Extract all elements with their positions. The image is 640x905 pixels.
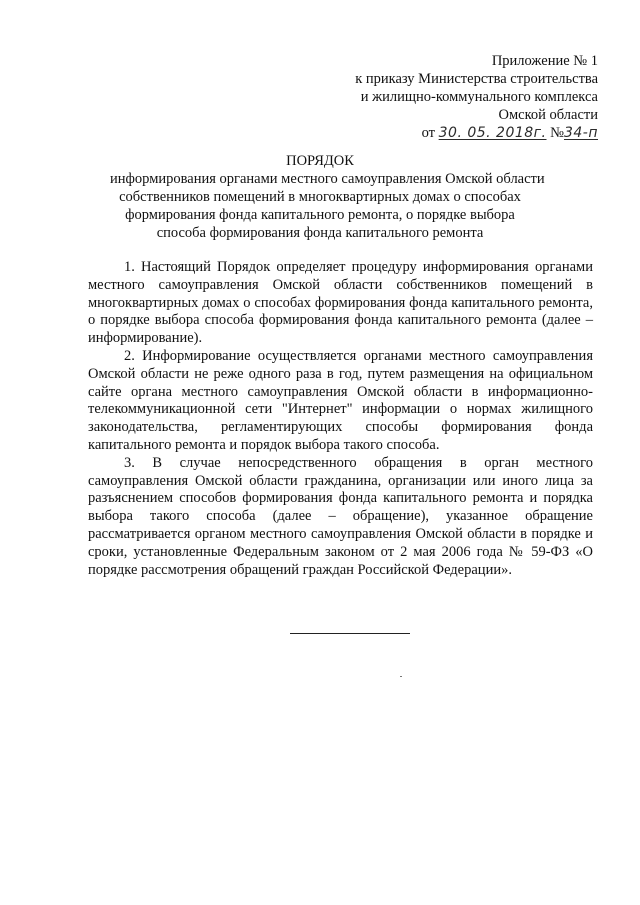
paragraph-1: 1. Настоящий Порядок определяет процедуру информирования органами местного самоуправления Омской области собственников помещений в многоквартирных домах о способах формирования фонда капитального ремонта, о порядке выбора способа формирования фонда капитального ремонта (далее – информирование). [88, 259, 593, 347]
paragraph-2: 2. Информирование осуществляется органами местного самоуправления Омской области не реже одного раза в год, путем размещения на официальном сайте органа местного самоуправления Омской области в информационно-телекоммуникационной сети "Интернет" информации о нормах жилищного законодательства, регламентирующих способы формирования фонда капитального ремонта и порядок выбора такого способа. [88, 347, 593, 453]
title-line-3: формирования фонда капитального ремонта, о порядке выбора [125, 207, 515, 223]
title-line-2: собственников помещений в многоквартирных домах о способах [119, 189, 521, 205]
scan-speck [400, 676, 402, 677]
end-separator-line [290, 633, 410, 634]
order-number-prefix: № [550, 125, 564, 141]
title-heading: ПОРЯДОК [286, 153, 354, 169]
appendix-ministry: и жилищно-коммунального комплекса [360, 89, 598, 105]
order-date-handwritten: 30. 05. 2018г. [438, 125, 547, 141]
order-date-prefix: от [421, 125, 435, 141]
document-title [110, 152, 545, 242]
appendix-title: Приложение № 1 [491, 53, 598, 69]
order-date-number-line [355, 124, 598, 142]
paragraph-3: 3. В случае непосредственного обращения в орган местного самоуправления Омской области гражданина, организации или иного лица за разъяснением способов формирования фонда капитального ремонта и порядка выбора такого способа (далее – обращение), указанное обращение рассматривается органом местного самоуправления Омской области в порядке и сроки, установленные Федеральным законом от 2 мая 2006 года № 59-ФЗ «О порядке рассмотрения обращений граждан Российской Федерации». [88, 454, 593, 578]
appendix-order-ref: к приказу Министерства строительства [355, 71, 598, 87]
title-line-4: способа формирования фонда капитального ремонта [156, 225, 484, 241]
document-body [88, 259, 593, 579]
title-line-1: информирования органами местного самоуправления Омской области [110, 171, 545, 187]
appendix-region: Омской области [498, 107, 598, 123]
order-number-handwritten: 34-п [563, 125, 598, 141]
appendix-header [355, 52, 598, 142]
